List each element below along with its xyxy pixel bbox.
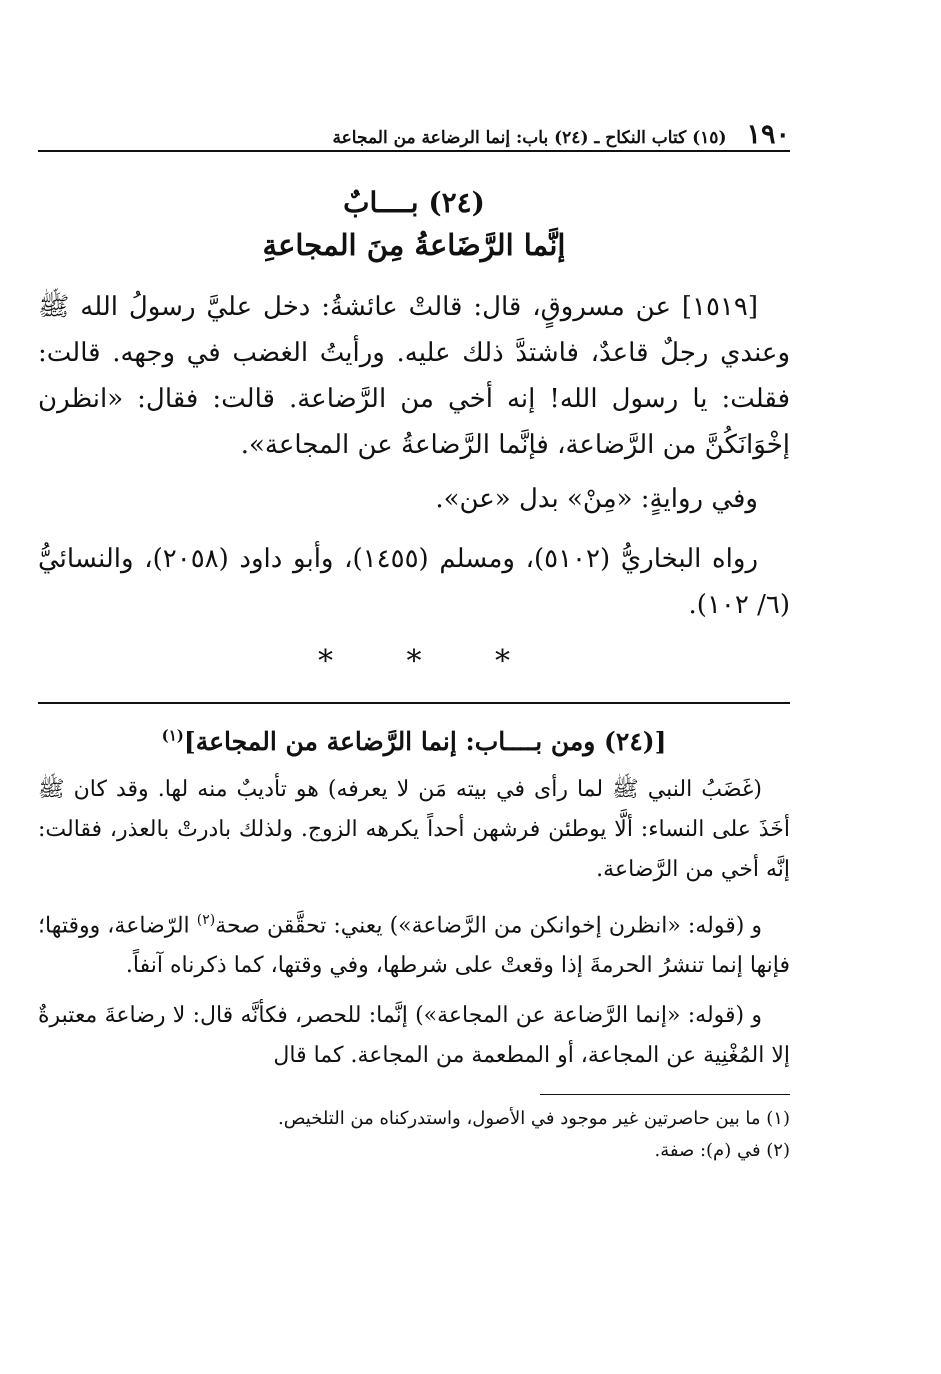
commentary-text: الرّضاعة، ووقتها؛ فإنها إنما تنشرُ الحرمةَ إذا وقعتْ على شرطها، وفي وقتها، كما ذكرناه آنفاً. [38, 912, 790, 978]
star-glyph: * [406, 643, 422, 679]
footnote-rule [540, 1094, 790, 1095]
commentary-paragraph: (غَضَبُ النبي ﷺ لما رأى في بيته مَن لا يعرفه) هو تأديبٌ منه لها. وقد كان ﷺ أخَذَ على النساء: ألَّا يوطئن فرشهن أحداً يكرهه الزوج. ولذلك بادرتْ بالعذر، فقالت: إنَّه أخي من الرَّضاعة. [38, 776, 790, 882]
hadith-takhrij: رواه البخاريُّ (٥١٠٢)، ومسلم (١٤٥٥)، وأبو داود (٢٠٥٨)، والنسائيُّ (٦/ ١٠٢). [38, 543, 790, 620]
commentary-text: و (قوله: «انظرن إخوانكن من الرَّضاعة») يعني: تحقَّقن صحة [215, 912, 762, 938]
footnotes [38, 1103, 790, 1167]
chapter-number: (٢٤) بــــابٌ [343, 186, 485, 219]
footnote: (٢) في (م): صفة. [654, 1139, 790, 1161]
page-number: ١٩٠ [746, 119, 790, 150]
running-title: (١٥) كتاب النكاح ـ (٢٤) باب: إنما الرضاعة من المجاعة [332, 127, 727, 148]
footnote-marker: (٢) [196, 911, 216, 928]
star-glyph: * [495, 643, 511, 679]
narration-variant: وفي روايةٍ: «مِنْ» بدل «عن». [435, 483, 758, 514]
star-glyph: * [317, 643, 333, 679]
commentary-heading-text: [(٢٤) ومن بــــاب: إنما الرَّضاعة من المجاعة] [183, 726, 667, 756]
commentary-paragraph [38, 900, 790, 986]
chapter-title: إنَّما الرَّضَاعةُ مِنَ المجاعةِ [262, 228, 566, 262]
section-divider-stars [38, 644, 790, 680]
footnote: (١) ما بين حاصرتين غير موجود في الأصول، واستدركناه من التلخيص. [278, 1107, 790, 1129]
hadith-text: [١٥١٩] عن مسروقٍ، قال: قالتْ عائشةُ: دخل عليَّ رسولُ الله ﷺ وعندي رجلٌ قاعدٌ، فاشتدَّ ذلك عليه. ورأيتُ الغضب في وجهه. قالت: فقلت: يا رسول الله! إنه أخي من الرَّضاعة. قالت: فقال: «انظرن إخْوَانَكُنَّ من الرَّضاعة، فإنَّما الرَّضاعةُ عن المجاعة». [38, 291, 790, 460]
footnote-marker: (١) [161, 726, 184, 745]
book-page [38, 110, 790, 1167]
commentary-heading [38, 722, 790, 762]
commentary-separator [38, 702, 790, 704]
running-header [38, 110, 790, 152]
chapter-heading [38, 182, 790, 268]
commentary-paragraph: و (قوله: «إنما الرَّضاعة عن المجاعة») إنَّما: للحصر، فكأنَّه قال: لا رضاعةَ معتبرةٌ إلا المُغْنِية عن المجاعة، أو المطعمة من المجاعة. كما قال [38, 1002, 790, 1068]
